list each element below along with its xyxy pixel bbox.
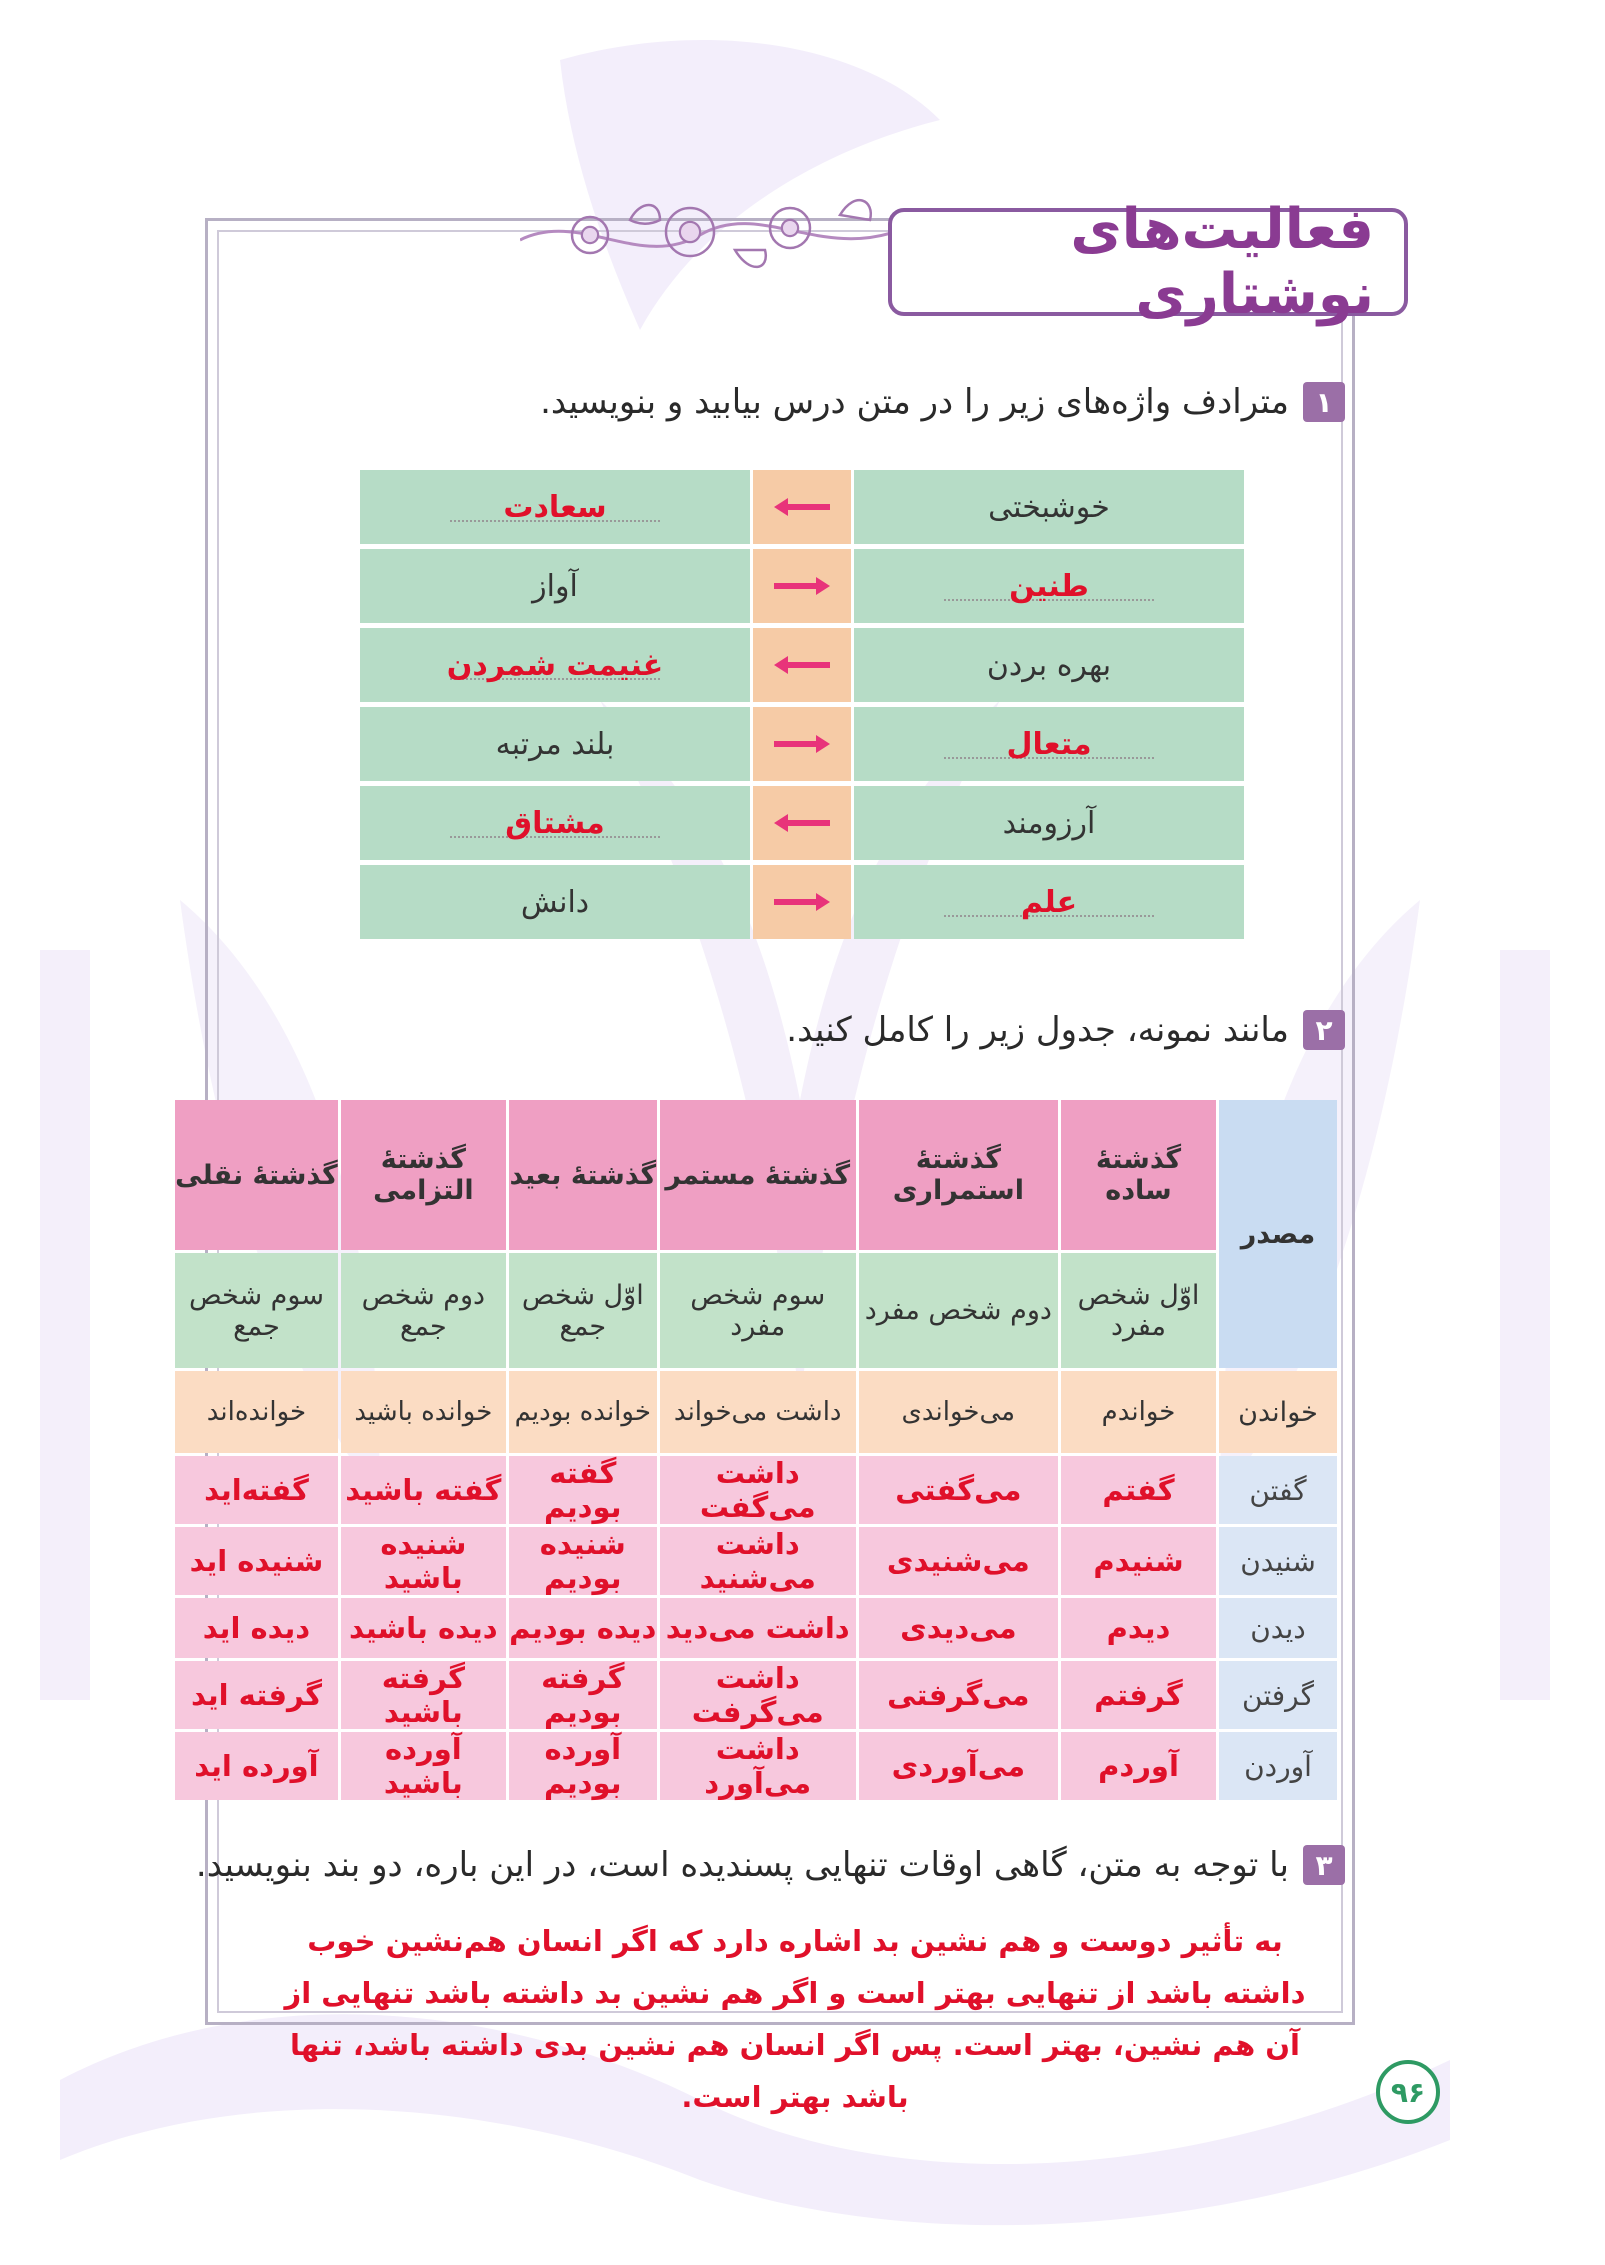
verb-answer-cell: گفته باشید — [341, 1456, 506, 1524]
tense-header: گذشتهٔ مستمر — [660, 1100, 856, 1250]
given-word: دانش — [520, 884, 590, 920]
arrow-cell — [753, 865, 851, 939]
verb-answer-cell: دیده اید — [175, 1598, 338, 1658]
verb-answer-cell: شنیده اید — [175, 1527, 338, 1595]
verb-answer-cell: آورده اید — [175, 1732, 338, 1800]
question-2 — [786, 1010, 1345, 1050]
arrow-right-icon — [772, 732, 832, 756]
tense-header: گذشتهٔ التزامی — [341, 1100, 506, 1250]
masdar-cell: خواندن — [1219, 1371, 1337, 1453]
arrow-cell — [753, 786, 851, 860]
masdar-header: مصدر — [1219, 1100, 1337, 1368]
verb-answer-cell: می‌گفتی — [859, 1456, 1058, 1524]
given-word: بهره بردن — [986, 647, 1112, 683]
synonym-row — [360, 628, 1244, 702]
masdar-cell: گفتن — [1219, 1456, 1337, 1524]
question-text: مترادف واژه‌های زیر را در متن درس بیابید و بنویسید. — [540, 382, 1289, 422]
page-number: ۹۶ — [1376, 2060, 1440, 2124]
question-text: مانند نمونه، جدول زیر را کامل کنید. — [786, 1010, 1289, 1050]
answer-text: طنین — [1009, 568, 1089, 604]
verb-answer-cell: گفتم — [1061, 1456, 1216, 1524]
verb-answer-cell: می‌شنیدی — [859, 1527, 1058, 1595]
person-header: اوّل شخص جمع — [509, 1253, 657, 1368]
given-word: آواز — [532, 568, 578, 604]
example-row — [175, 1371, 1337, 1453]
given-word: خوشبختی — [988, 489, 1110, 525]
floral-decoration-icon — [520, 180, 900, 310]
verb-answer-cell: دیده بودیم — [509, 1598, 657, 1658]
synonym-row — [360, 865, 1244, 939]
verb-answer-cell: گرفته اید — [175, 1661, 338, 1729]
verb-answer-cell: می‌آوردی — [859, 1732, 1058, 1800]
arrow-cell — [753, 470, 851, 544]
arrow-cell — [753, 628, 851, 702]
arrow-right-icon — [772, 574, 832, 598]
verb-answer-cell: داشت می‌شنید — [660, 1527, 856, 1595]
verb-row — [175, 1456, 1337, 1524]
synonym-word-cell — [854, 865, 1244, 939]
synonym-row — [360, 549, 1244, 623]
question-3 — [196, 1845, 1345, 1885]
question-number-badge: ۳ — [1303, 1845, 1345, 1885]
verb-answer-cell: آورده بودیم — [509, 1732, 657, 1800]
answer-text: علم — [1020, 884, 1078, 920]
arrow-cell — [753, 549, 851, 623]
synonym-answer-cell — [360, 628, 750, 702]
verb-cell: می‌خواندی — [859, 1371, 1058, 1453]
synonym-table — [360, 470, 1244, 944]
verb-answer-cell: داشت می‌آورد — [660, 1732, 856, 1800]
verb-answer-cell: آورده باشید — [341, 1732, 506, 1800]
synonym-answer-cell — [360, 549, 750, 623]
verb-cell: خوانده‌اند — [175, 1371, 338, 1453]
verb-cell: خوانده باشید — [341, 1371, 506, 1453]
masdar-cell: آوردن — [1219, 1732, 1337, 1800]
person-header: اوّل شخص مفرد — [1061, 1253, 1216, 1368]
question-number-badge: ۱ — [1303, 382, 1345, 422]
verb-cell: داشت می‌خواند — [660, 1371, 856, 1453]
tense-header: گذشتهٔ نقلی — [175, 1100, 338, 1250]
synonym-row — [360, 470, 1244, 544]
verb-row — [175, 1732, 1337, 1800]
verb-answer-cell: شنیده بودیم — [509, 1527, 657, 1595]
question-1 — [540, 382, 1345, 422]
masdar-cell: دیدن — [1219, 1598, 1337, 1658]
verb-answer-cell: شنیده باشید — [341, 1527, 506, 1595]
masdar-cell: گرفتن — [1219, 1661, 1337, 1729]
synonym-word-cell — [854, 707, 1244, 781]
tense-header: گذشتهٔ استمراری — [859, 1100, 1058, 1250]
synonym-answer-cell — [360, 865, 750, 939]
given-word: بلند مرتبه — [495, 726, 615, 762]
person-header: سوم شخص جمع — [175, 1253, 338, 1368]
section-title-box — [888, 197, 1408, 327]
verb-answer-cell: گرفته بودیم — [509, 1661, 657, 1729]
tense-header: گذشتهٔ ساده — [1061, 1100, 1216, 1250]
verb-answer-cell: گفته بودیم — [509, 1456, 657, 1524]
synonym-word-cell — [854, 786, 1244, 860]
verb-answer-cell: داشت می‌گرفت — [660, 1661, 856, 1729]
verb-cell: خوانده بودیم — [509, 1371, 657, 1453]
answer-text: مشتاق — [505, 805, 605, 841]
verb-answer-cell: آوردم — [1061, 1732, 1216, 1800]
verb-answer-cell: گرفتم — [1061, 1661, 1216, 1729]
question-text: با توجه به متن، گاهی اوقات تنهایی پسندیده است، در این باره، دو بند بنویسید. — [195, 1845, 1289, 1885]
verb-row — [175, 1527, 1337, 1595]
question-number-badge: ۲ — [1303, 1010, 1345, 1050]
arrow-cell — [753, 707, 851, 781]
verb-answer-cell: دیدم — [1061, 1598, 1216, 1658]
arrow-left-icon — [772, 811, 832, 835]
synonym-answer-cell — [360, 786, 750, 860]
synonym-row — [360, 786, 1244, 860]
synonym-row — [360, 707, 1244, 781]
synonym-word-cell — [854, 549, 1244, 623]
verb-answer-cell: می‌دیدی — [859, 1598, 1058, 1658]
verb-answer-cell: شنیدم — [1061, 1527, 1216, 1595]
verb-answer-cell: دیده باشید — [341, 1598, 506, 1658]
person-header: دوم شخص مفرد — [859, 1253, 1058, 1368]
answer-text: غنیمت شمردن — [446, 647, 664, 683]
synonym-answer-cell — [360, 470, 750, 544]
synonym-word-cell — [854, 628, 1244, 702]
answer-paragraph: به تأثیر دوست و هم نشین بد اشاره دارد که اگر انسان هم‌نشین خوب داشته باشد از تنهایی بهتر است و اگر هم نشین بد داشته باشد تنهایی از آن هم نشین، بهتر است. پس اگر انسان هم نشین بدی داشته باشد، تنها باشد بهتر است. — [284, 1924, 1306, 2114]
arrow-left-icon — [772, 495, 832, 519]
verb-row — [175, 1661, 1337, 1729]
verb-cell: خواندم — [1061, 1371, 1216, 1453]
given-word: آرزومند — [1002, 805, 1096, 841]
verb-answer-cell: گفته‌اید — [175, 1456, 338, 1524]
synonym-answer-cell — [360, 707, 750, 781]
section-title: فعالیت‌های نوشتاری — [1070, 197, 1374, 327]
verb-answer-cell: می‌گرفتی — [859, 1661, 1058, 1729]
verb-answer-cell: داشت می‌گفت — [660, 1456, 856, 1524]
person-header: دوم شخص جمع — [341, 1253, 506, 1368]
verb-tense-table — [172, 1097, 1340, 1803]
arrow-left-icon — [772, 653, 832, 677]
arrow-right-icon — [772, 890, 832, 914]
person-header: سوم شخص مفرد — [660, 1253, 856, 1368]
answer-text: سعادت — [503, 489, 607, 525]
synonym-word-cell — [854, 470, 1244, 544]
verb-answer-cell: گرفته باشید — [341, 1661, 506, 1729]
answer-text: متعال — [1006, 726, 1092, 762]
tense-header: گذشتهٔ بعید — [509, 1100, 657, 1250]
verb-row — [175, 1598, 1337, 1658]
verb-answer-cell: داشت می‌دید — [660, 1598, 856, 1658]
masdar-cell: شنیدن — [1219, 1527, 1337, 1595]
